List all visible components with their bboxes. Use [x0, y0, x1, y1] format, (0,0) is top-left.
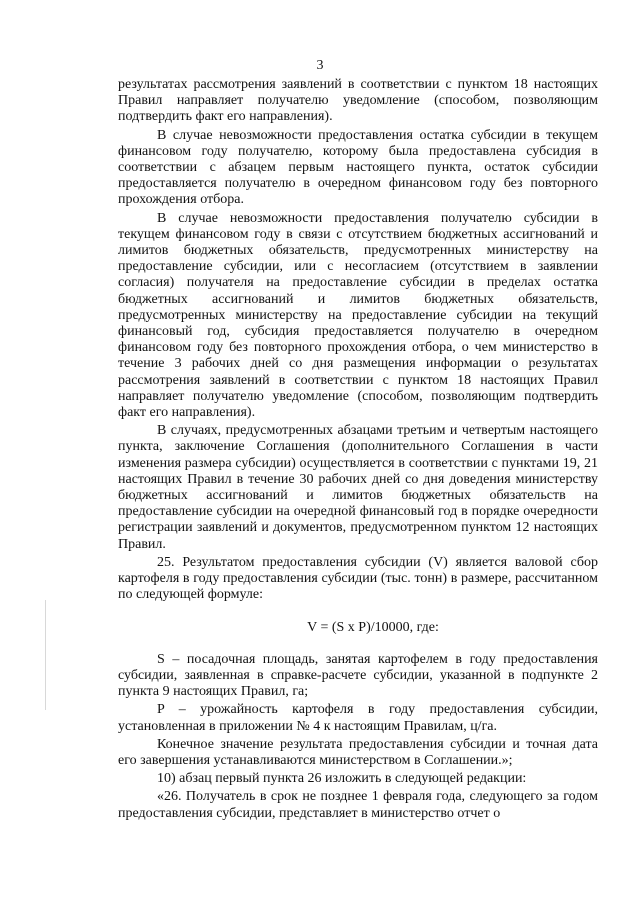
document-body — [118, 77, 598, 824]
paragraph-no-appropriations: В случае невозможности предоставления получателю субсидии в текущем финансовом году в связи с отсутствием бюджетных ассигнований и лимитов бюджетных обязательств, предусмотренных министерству на предоставление субсидии, или с несогласием (отсутствием в заявлении согласия) получателя на предоставление субсидии в пределах остатка бюджетных ассигнований и лимитов бюджетных обязательств, предусмотренных министерству на предоставление субсидии на текущий финансовый год, субсидия предоставляется получателю в очередном финансовом году без повторного прохождения отбора, о чем министерство в течение 3 рабочих дней со дня размещения информации о результатах рассмотрения заявлений в соответствии с пунктом 18 настоящих Правил направляет получателю уведомление (способом, позволяющим подтвердить факт его направления). — [118, 210, 598, 421]
paragraph-item-26: «26. Получатель в срок не позднее 1 февраля года, следующего за годом предоставления субсидии, представляет в министерство отчет о — [118, 789, 598, 821]
formula: V = (S x P)/10000, где: — [307, 619, 439, 635]
paragraph-continuation: результатах рассмотрения заявлений в соответствии с пунктом 18 настоящих Правил направляет получателю уведомление (способом, позволяющим подтвердить факт его направления). — [118, 77, 598, 125]
paragraph-definition-p: P – урожайность картофеля в году предоставления субсидии, установленная в приложении № 4 к настоящим Правилам, ц/га. — [118, 702, 598, 734]
scan-margin-line — [45, 600, 46, 710]
paragraph-item-25: 25. Результатом предоставления субсидии (V) является валовой сбор картофеля в году предоставления субсидии (тыс. тонн) в размере, рассчитанном по следующей формуле: — [118, 554, 598, 603]
paragraph-amendment-10: 10) абзац первый пункта 26 изложить в следующей редакции: — [157, 771, 527, 787]
paragraph-definition-s: S – посадочная площадь, занятая картофелем в году предоставления субсидии, заявленная в справке-расчете субсидии, указанной в подпункте 2 пункта 9 настоящих Правил, га; — [118, 651, 598, 700]
paragraph-agreement-conclusion: В случаях, предусмотренных абзацами третьим и четвертым настоящего пункта, заключение Соглашения (дополнительного Соглашения в части изменения размера субсидии) осуществляется в соответствии с пунктами 19, 21 настоящих Правил в течение 30 рабочих дней со дня доведения министерству бюджетных ассигнований и лимитов бюджетных обязательств на предоставление субсидии на очередной финансовый год в порядке очередности регистрации заявлений и документов, предусмотренном пунктом 12 настоящих Правил. — [118, 423, 598, 552]
page-number: 3 — [316, 58, 324, 73]
paragraph-remaining-subsidy: В случае невозможности предоставления остатка субсидии в текущем финансовом году получателю, которому была предоставлена субсидия в соответствии с абзацем первым настоящего пункта, остаток субсидии предоставляется получателю в очередном финансовом году без повторного прохождения отбора. — [118, 127, 598, 208]
paragraph-final-value: Конечное значение результата предоставления субсидии и точная дата его завершения устанавливаются министерством в Соглашении.»; — [118, 736, 598, 768]
